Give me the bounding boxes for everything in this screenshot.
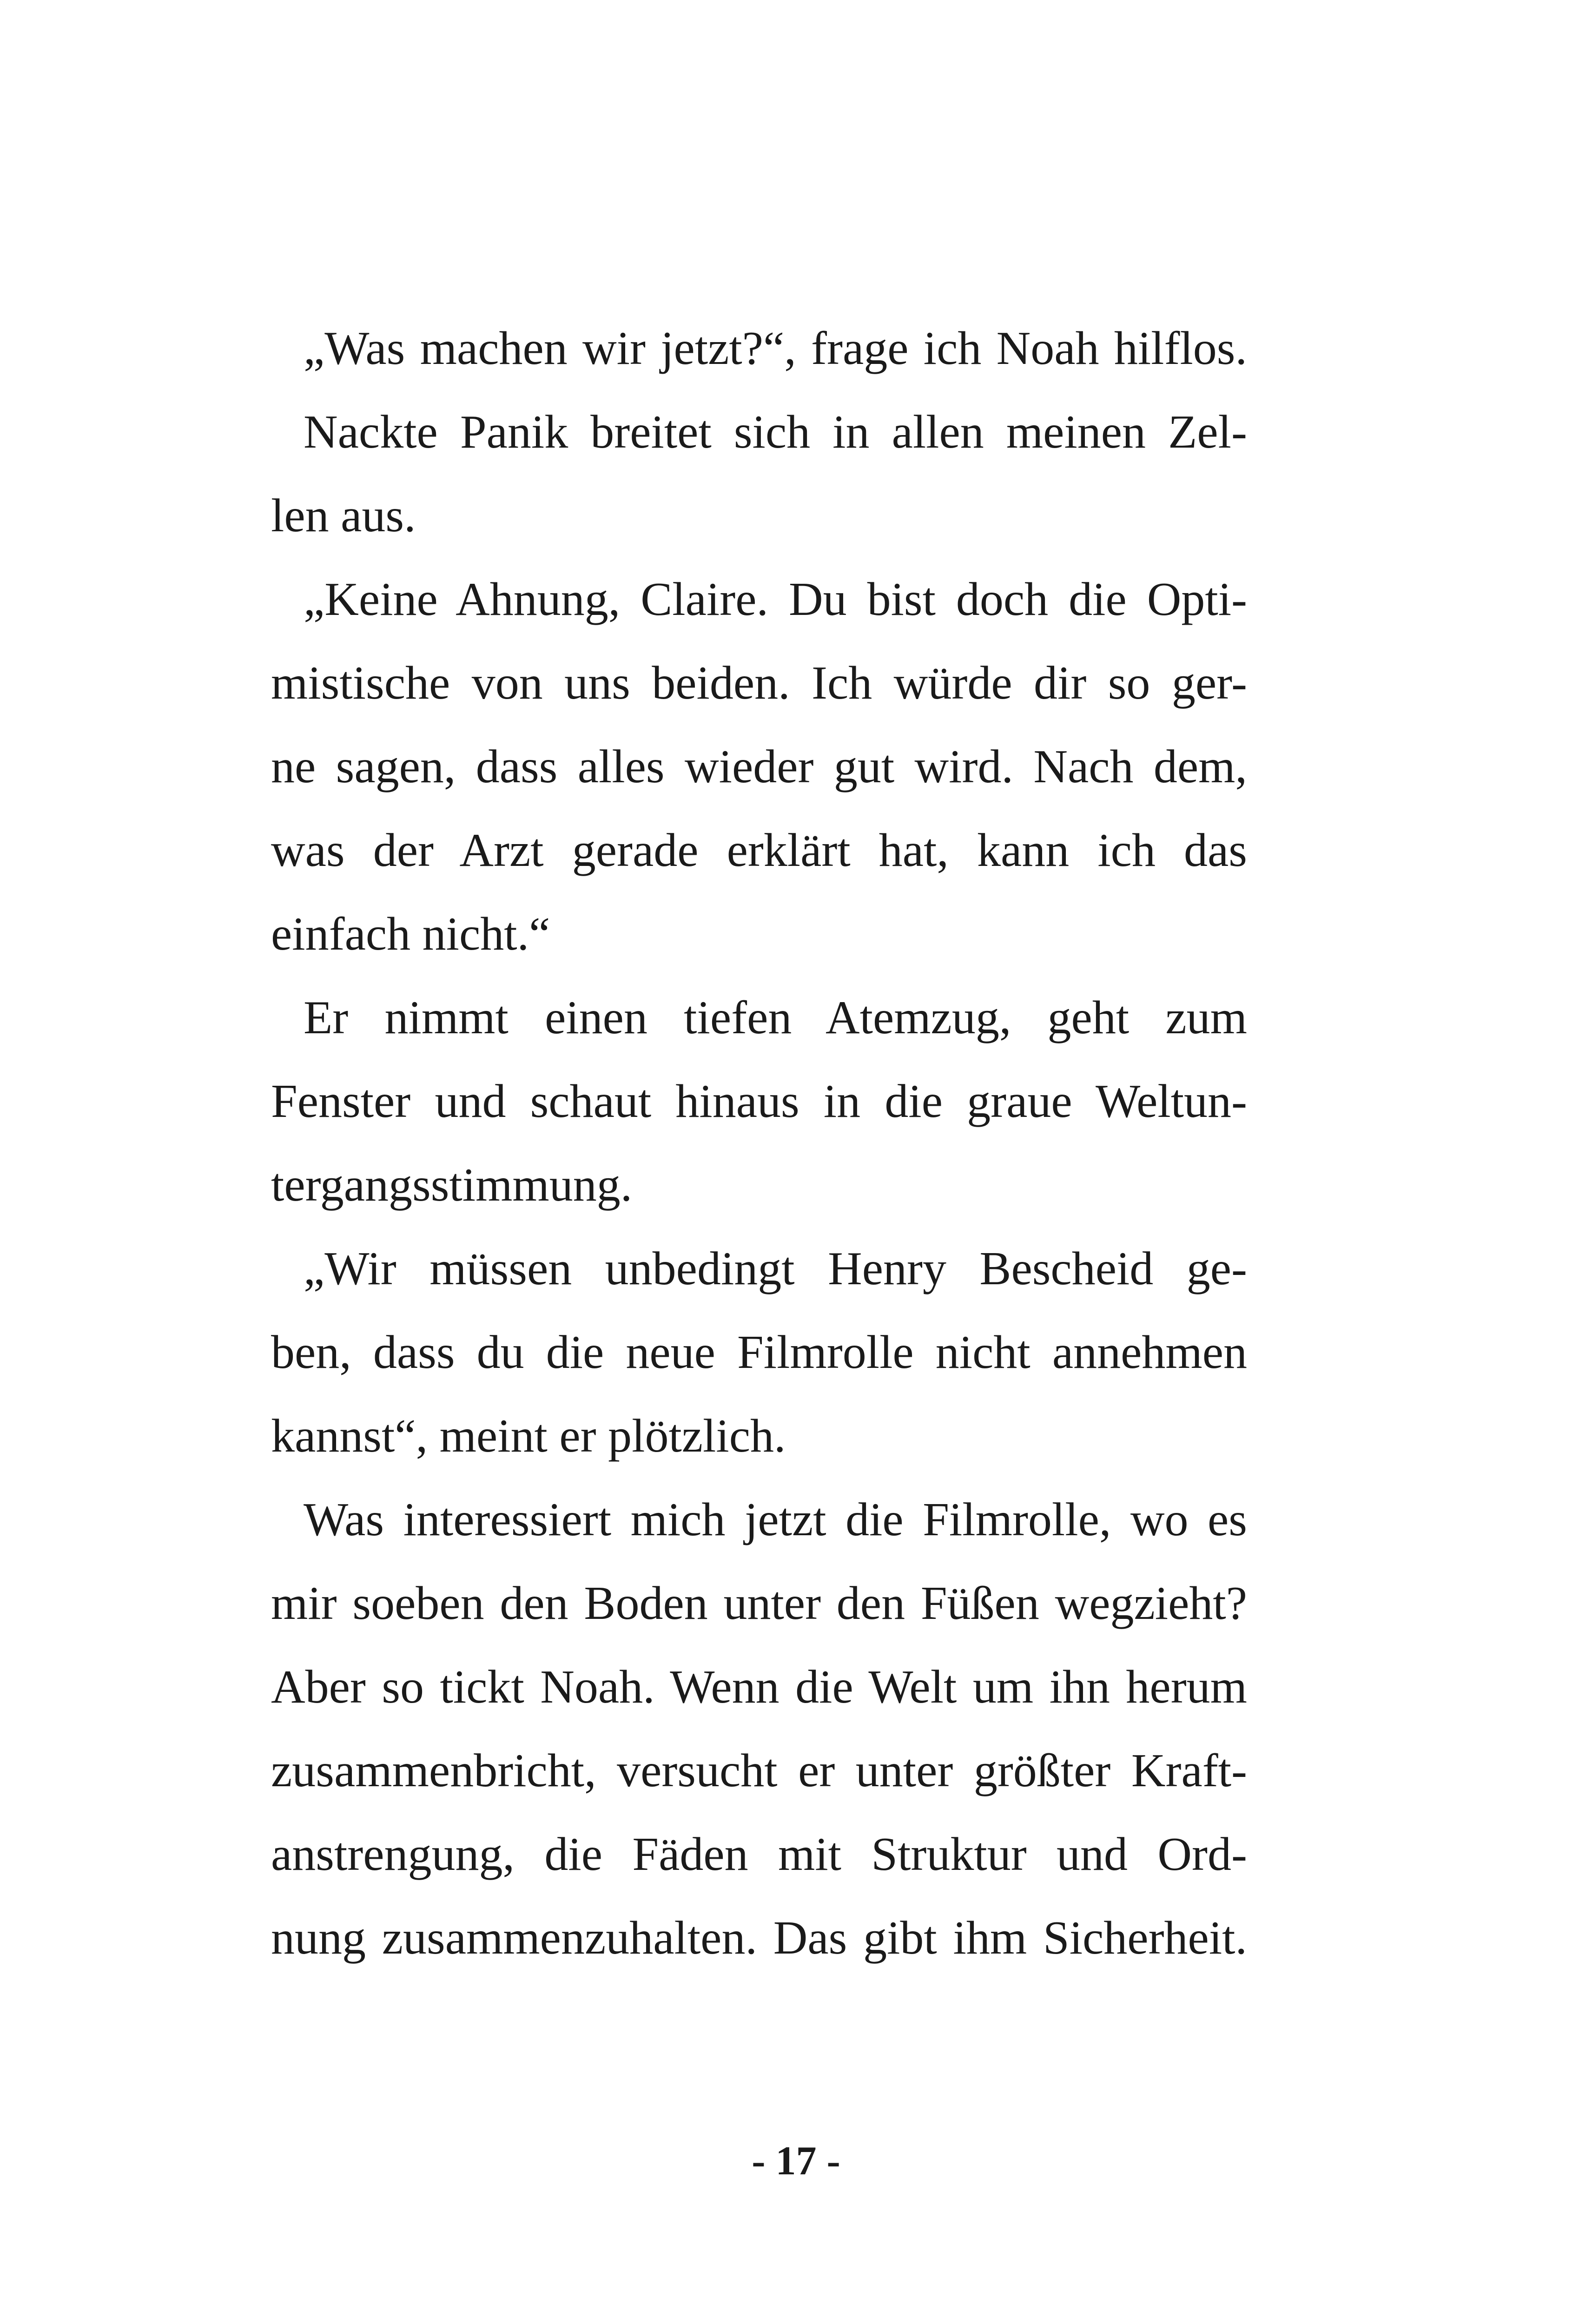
text-line: einfach nicht.“: [271, 908, 550, 960]
page-number: - 17 -: [752, 2139, 840, 2184]
text-line: Er nimmt einen tiefen Atemzug, geht zum: [304, 991, 1247, 1044]
text-line: Nackte Panik breitet sich in allen meinen Zel-: [304, 406, 1247, 458]
text-line: „Wir müssen unbedingt Henry Bescheid ge-: [304, 1242, 1247, 1295]
text-line: mistische von uns beiden. Ich würde dir so ger-: [271, 657, 1247, 709]
text-line: nung zusammenzuhalten. Das gibt ihm Sicherheit.: [271, 1912, 1247, 1964]
text-line: „Was machen wir jetzt?“, frage ich Noah hilflos.: [304, 322, 1247, 375]
text-line: „Keine Ahnung, Claire. Du bist doch die Opti-: [304, 573, 1247, 626]
text-line: was der Arzt gerade erklärt hat, kann ich das: [271, 824, 1247, 877]
text-line: zusammenbricht, versucht er unter größter Kraft-: [271, 1744, 1247, 1797]
body-text: [271, 307, 1247, 1980]
text-line: tergangsstimmung.: [271, 1159, 633, 1211]
text-line: Was interessiert mich jetzt die Filmrolle, wo es: [304, 1493, 1247, 1546]
text-line: kannst“, meint er plötzlich.: [271, 1410, 786, 1462]
text-line: ben, dass du die neue Filmrolle nicht annehmen: [271, 1326, 1247, 1379]
text-line: Aber so tickt Noah. Wenn die Welt um ihn herum: [271, 1661, 1247, 1713]
text-line: ne sagen, dass alles wieder gut wird. Nach dem,: [271, 740, 1247, 793]
text-line: anstrengung, die Fäden mit Struktur und Ord-: [271, 1828, 1247, 1881]
text-line: Fenster und schaut hinaus in die graue Weltun-: [271, 1075, 1247, 1128]
text-line: len aus.: [271, 489, 416, 542]
text-line: mir soeben den Boden unter den Füßen wegzieht?: [271, 1577, 1247, 1630]
